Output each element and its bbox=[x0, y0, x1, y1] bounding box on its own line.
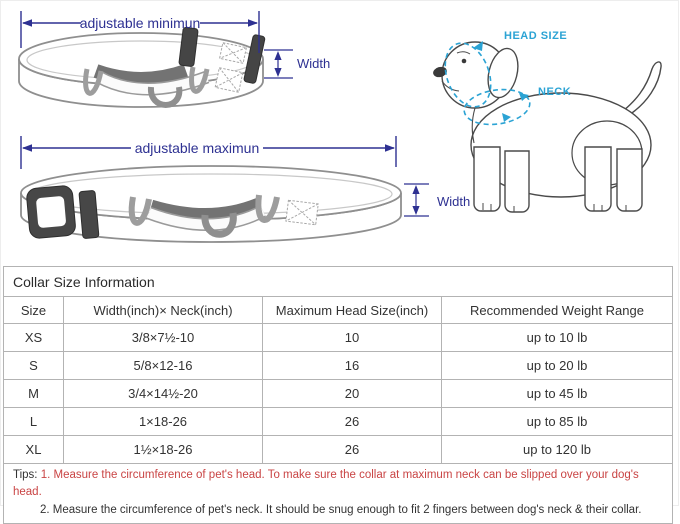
arrow-up-icon bbox=[412, 185, 419, 194]
tips-row bbox=[4, 464, 673, 524]
arrow-left-icon bbox=[22, 144, 32, 152]
dog-illustration bbox=[432, 42, 661, 212]
header-size: Size bbox=[4, 297, 64, 324]
table-row bbox=[4, 324, 673, 352]
weight-cell: up to 120 lb bbox=[442, 436, 673, 464]
collar-max-width-label: Width bbox=[437, 194, 471, 209]
weight-cell: up to 85 lb bbox=[442, 408, 673, 436]
head-size-label: HEAD SIZE bbox=[504, 30, 568, 42]
max-head-cell: 26 bbox=[263, 436, 442, 464]
arrow-right-icon bbox=[385, 144, 395, 152]
collar-max-diagram bbox=[21, 166, 401, 242]
tips-block bbox=[4, 464, 673, 524]
width-neck-cell: 1½×18-26 bbox=[64, 436, 263, 464]
diagram-area bbox=[1, 1, 680, 266]
collar-min-diagram bbox=[19, 27, 265, 107]
neck-label: NECK bbox=[538, 86, 572, 98]
size-cell: S bbox=[4, 352, 64, 380]
header-max-head: Maximum Head Size(inch) bbox=[263, 297, 442, 324]
arrow-right-icon bbox=[248, 19, 258, 27]
table-row bbox=[4, 436, 673, 464]
collar-max-buckle-icon bbox=[26, 185, 76, 239]
max-head-cell: 10 bbox=[263, 324, 442, 352]
weight-cell: up to 45 lb bbox=[442, 380, 673, 408]
tips-label: Tips: bbox=[13, 469, 38, 481]
width-neck-cell: 5/8×12-16 bbox=[64, 352, 263, 380]
max-head-cell: 26 bbox=[263, 408, 442, 436]
collar-max-keeper-icon bbox=[79, 190, 99, 238]
table-title-row bbox=[4, 267, 673, 297]
size-info-section bbox=[3, 266, 672, 524]
tip-1-text: 1. Measure the circumference of pet's head. To make sure the collar at maximum neck can be slipped over your dog's head. bbox=[13, 469, 639, 499]
size-cell: L bbox=[4, 408, 64, 436]
width-neck-cell: 3/4×14½-20 bbox=[64, 380, 263, 408]
weight-cell: up to 10 lb bbox=[442, 324, 673, 352]
table-title: Collar Size Information bbox=[4, 267, 673, 297]
weight-cell: up to 20 lb bbox=[442, 352, 673, 380]
table-row bbox=[4, 408, 673, 436]
tip-2-text: 2. Measure the circumference of pet's neck. It should be snug enough to fit 2 fingers between dog's neck & their collar. bbox=[40, 503, 642, 516]
collar-min-label: adjustable minimun bbox=[79, 15, 201, 31]
size-cell: XS bbox=[4, 324, 64, 352]
tip-line-1 bbox=[13, 467, 666, 502]
width-neck-cell: 3/8×7½-10 bbox=[64, 324, 263, 352]
collar-min-width-label: Width bbox=[297, 56, 331, 71]
table-row bbox=[4, 380, 673, 408]
arrow-down-icon bbox=[412, 206, 419, 215]
arrow-down-icon bbox=[274, 68, 281, 77]
header-weight: Recommended Weight Range bbox=[442, 297, 673, 324]
size-cell: XL bbox=[4, 436, 64, 464]
width-neck-cell: 1×18-26 bbox=[64, 408, 263, 436]
table-header-row bbox=[4, 297, 673, 324]
size-cell: M bbox=[4, 380, 64, 408]
collar-size-table bbox=[3, 266, 673, 524]
max-head-cell: 20 bbox=[263, 380, 442, 408]
arrow-left-icon bbox=[22, 19, 32, 27]
max-head-cell: 16 bbox=[263, 352, 442, 380]
header-width-neck: Width(inch)× Neck(inch) bbox=[64, 297, 263, 324]
stitch-box-icon bbox=[286, 200, 318, 224]
collar-max-label: adjustable maximun bbox=[134, 140, 260, 156]
arrow-up-icon bbox=[274, 51, 281, 60]
table-row bbox=[4, 352, 673, 380]
